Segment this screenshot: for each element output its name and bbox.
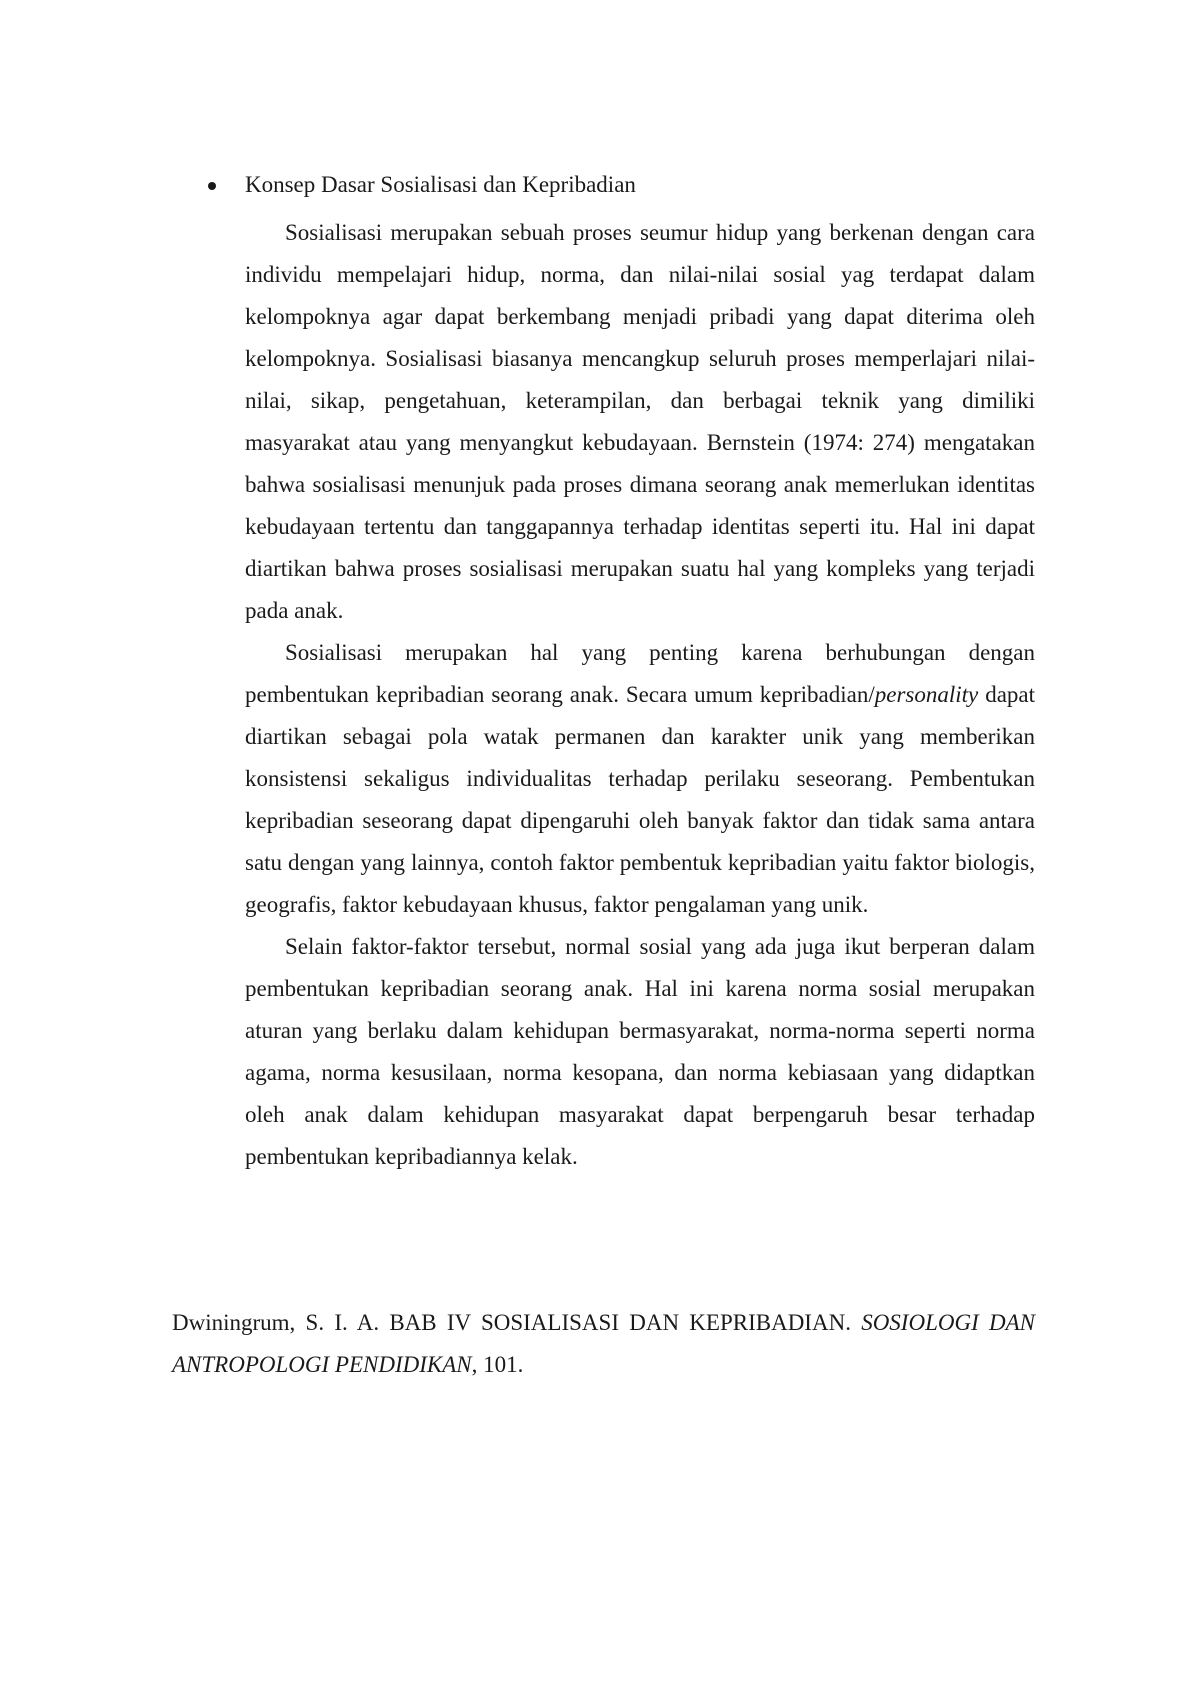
section-body	[245, 212, 1035, 1178]
paragraph-2	[245, 632, 1035, 926]
paragraph-3	[245, 926, 1035, 1178]
reference-source-title: SOSIOLOGI DAN ANTROPOLOGI PENDIDIKAN	[172, 1310, 1035, 1377]
section-heading: Konsep Dasar Sosialisasi dan Kepribadian	[245, 172, 636, 197]
paragraph-1-text: Sosialisasi merupakan sebuah proses seumur hidup yang berkenan dengan cara individu mempelajari hidup, norma, dan nilai-nilai sosial yag terdapat dalam kelompoknya agar dapat berkembang menjadi pribadi yang dapat diterima oleh kelompoknya. Sosialisasi biasanya mencangkup seluruh proses memperlajari nilai-nilai, sikap, pengetahuan, keterampilan, dan berbagai teknik yang dimiliki masyarakat atau yang menyangkut kebudayaan. Bernstein (1974: 274) mengatakan bahwa sosialisasi menunjuk pada proses dimana seorang anak memerlukan identitas kebudayaan tertentu dan tanggapannya terhadap identitas seperti itu. Hal ini dapat diartikan bahwa proses sosialisasi merupakan suatu hal yang kompleks yang terjadi pada anak.	[245, 220, 1035, 623]
paragraph-3-text: Selain faktor-faktor tersebut, normal sosial yang ada juga ikut berperan dalam pembentukan kepribadian seorang anak. Hal ini karena norma sosial merupakan aturan yang berlaku dalam kehidupan bermasyarakat, norma-norma seperti norma agama, norma kesusilaan, norma kesopana, dan norma kebiasaan yang didaptkan oleh anak dalam kehidupan masyarakat dapat berpengaruh besar terhadap pembentukan kepribadiannya kelak.	[245, 934, 1035, 1169]
bullet-heading	[205, 170, 1035, 200]
paragraph-2-text-before: Sosialisasi merupakan hal yang penting karena berhubungan dengan pembentukan kepribadian seorang anak. Secara umum kepribadian/	[245, 640, 1035, 707]
section-sosialisasi	[205, 170, 1035, 1178]
reference-pages: , 101.	[471, 1352, 524, 1377]
reference-citation	[172, 1302, 1035, 1386]
paragraph-2-text-after: dapat diartikan sebagai pola watak permanen dan karakter unik yang memberikan konsistensi sekaligus individualitas terhadap perilaku seseorang. Pembentukan kepribadian seseorang dapat dipengaruhi oleh banyak faktor dan tidak sama antara satu dengan yang lainnya, contoh faktor pembentuk kepribadian yaitu faktor biologis, geografis, faktor kebudayaan khusus, faktor pengalaman yang unik.	[245, 682, 1036, 917]
paragraph-2-italic-term: personality	[874, 682, 979, 707]
paragraph-1	[245, 212, 1035, 632]
bullet-dot-icon	[208, 182, 216, 190]
reference-authors-title: Dwiningrum, S. I. A. BAB IV SOSIALISASI DAN KEPRIBADIAN.	[172, 1310, 862, 1335]
